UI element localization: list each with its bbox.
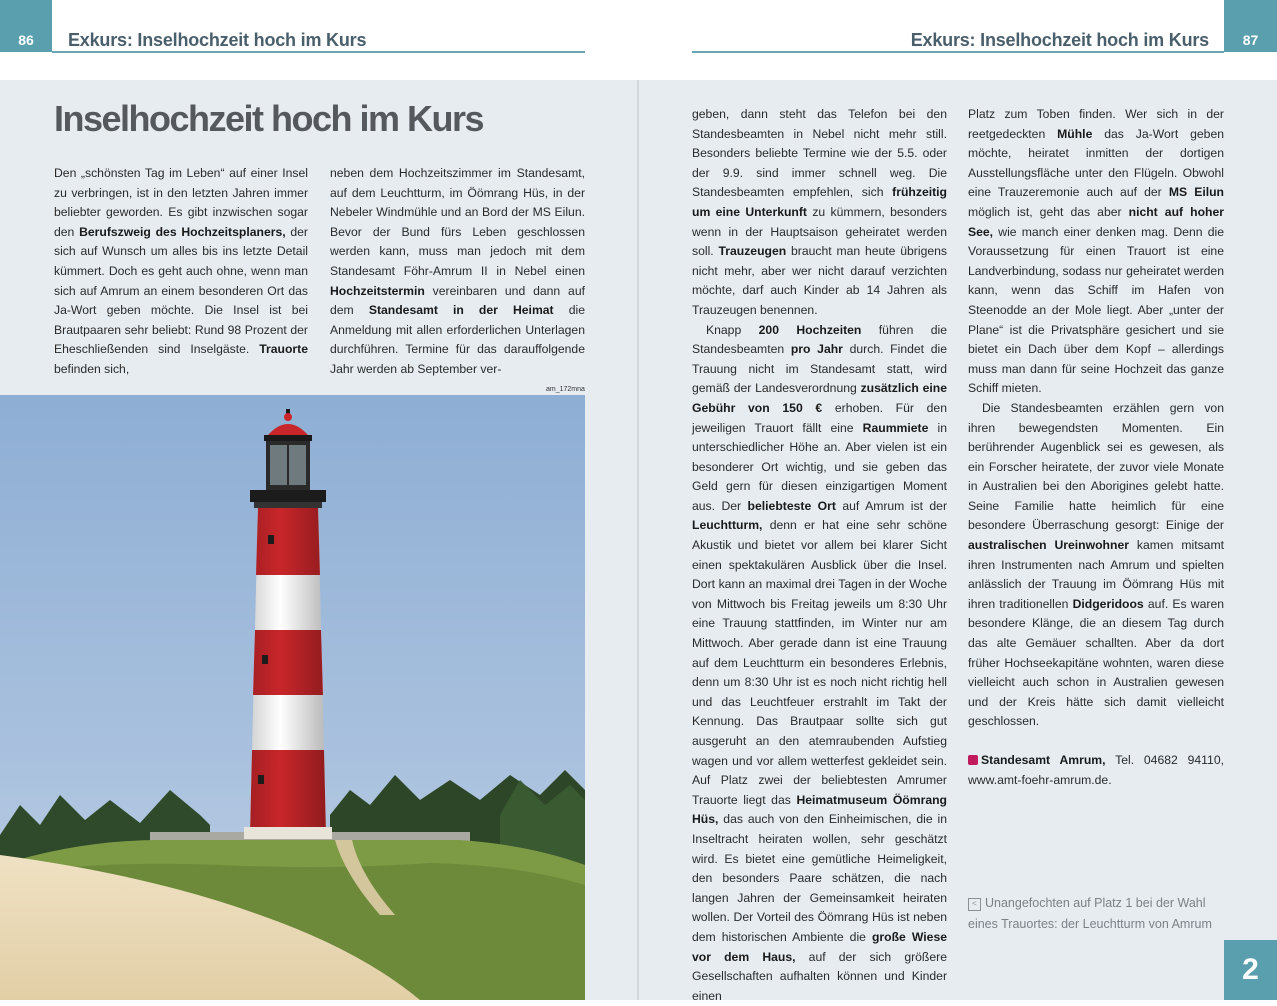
page-number-right: 87 <box>1242 32 1259 48</box>
text-column-2: neben dem Hochzeitszimmer im Standesamt, auf dem Leuchtturm, im Öömrang Hüs, in der Nebeler Windmühle und an Bord der MS Eilun. Bevor der Bund fürs Leben geschlossen werden kann, muss man jedoch mit dem Standesamt Föhr-Amrum II in Nebel einen Hochzeitstermin vereinbaren und dann auf dem Standesamt in der Heimat die Anmeldung mit allen erforderlichen Unterlagen durchführen. Termine für das darauffolgende Jahr werden ab September ver- <box>330 166 585 376</box>
text-column-1: Den „schönsten Tag im Leben“ auf einer Insel zu verbringen, ist in den letzten Jahren immer beliebter geworden. Es gibt inzwischen sogar den Berufszweig des Hochzeitsplaners, der sich auf Wunsch um alles bis ins letzte Detail kümmert. Doch es geht auch ohne, wenn man sich auf Amrum an einem besonderen Ort das Ja-Wort geben möchte. Die Insel ist bei Brautpaaren sehr beliebt: Rund 98 Prozent der Eheschließenden sind Inselgäste. Trauorte befinden sich, <box>54 166 308 376</box>
photo-credit: am_172mna <box>546 386 585 393</box>
arrow-left-icon: < <box>968 898 981 911</box>
info-contact: Tel. 04682 94110, www.amt-foehr-amrum.de. <box>968 753 1224 787</box>
photo-caption <box>968 893 1212 935</box>
info-block <box>968 751 1224 790</box>
info-marker-icon <box>968 755 978 765</box>
text-column-3: geben, dann steht das Telefon bei den Standesbeamten in Nebel nicht mehr still. Besonders beliebte Termine wie der 5.5. oder der 9.9. sind immer schnell weg. Die Standesbeamten empfehlen, sich frühzeitig um eine Unterkunft zu kümmern, besonders wenn in der Hauptsaison geheiratet werden soll. Trauzeugen braucht man heute übrigens nicht mehr, aber wer nicht darauf verzichten möchte, darf auch Kinder ab 14 Jahren als Trauzeugen benennen. Knapp 200 Hochzeiten führen die Standesbeamten pro Jahr durch. Findet die Trauung nicht im Standesamt statt, wird gemäß der Landesverordnung zusätzlich eine Gebühr von 150 € erhoben. Für den jeweiligen Trauort fällt eine Raummiete in unterschiedlicher Höhe an. Aber vielen ist ein besonderer Ort wichtig, und sie geben das Geld gern für diesen einzigartigen Moment aus. Der beliebteste Ort auf Amrum ist der Leuchtturm, denn er hat eine sehr schöne Akustik und bietet vor allem bei klarer Sicht einen spektakulären Ausblick über die Insel. Dort kann an maximal drei Tagen in der Woche von Mittwoch bis Freitag jeweils um 8:30 Uhr eine Trauung stattfinden, im Winter nur am Mittwoch. Aber gerade dann ist eine Trauung auf dem Leuchtturm ein besonderes Erlebnis, denn um 8:30 Uhr ist es noch nicht richtig hell und das Leuchtfeuer erstrahlt im Takt der Kennung. Das Brautpaar sollte sich gut ausgeruht an den atemraubenden Aufstieg wagen und vor allem wetterfest gekleidet sein. Auf Platz zwei der beliebtesten Amrumer Trauorte liegt das Heimatmuseum Öömrang Hüs, das auch von den Einheimischen, die in Inseltracht heiraten wollen, sehr geschätzt wird. Es bietet eine gemütliche Heimeligkeit, den besonders Paare schätzen, die nach langen Jahren der Gemeinsamkeit heiraten wollen. Der Vorteil des Öömrang Hüs ist neben dem historischen Ambiente die große Wiese vor dem Haus, auf der sich größere Gesellschaften aufhalten können und Kinder einen <box>692 107 948 1003</box>
info-office-name: Standesamt Amrum, <box>981 753 1106 767</box>
header-rule-right <box>692 51 1224 53</box>
page-number-left: 86 <box>0 0 52 52</box>
caption-line-1: Unangefochten auf Platz 1 bei der Wahl <box>985 896 1206 910</box>
caption-line-2: eines Trauortes: der Leuchtturm von Amrum <box>968 917 1212 931</box>
running-title-right: Exkurs: Inselhochzeit hoch im Kurs <box>910 30 1209 50</box>
header-rule-left <box>52 51 585 53</box>
left-page <box>0 0 638 1000</box>
running-title-left: Exkurs: Inselhochzeit hoch im Kurs <box>68 30 367 50</box>
chapter-number-tab: 2 <box>1224 940 1277 1000</box>
article-title: Inselhochzeit hoch im Kurs <box>54 98 484 139</box>
text-column-4: Platz zum Toben finden. Wer sich in der reetgedeckten Mühle das Ja-Wort geben möchte, heiratet inmitten der dortigen Ausstellungsfläche unter den Flügeln. Obwohl eine Trauzeremonie auch auf der MS Eilun möglich ist, geht das aber nicht auf hoher See, wie manch einer denken mag. Denn die Voraussetzung für einen Trauort ist eine Landverbindung, sodass nur geheiratet werden kann, wenn das Schiff im Hafen von Steenodde an der Mole liegt. Aber „unter der Plane“ ist die Privatsphäre gesichert und sie bietet ein Dach über dem Kopf – allerdings muss man dann für seine Hochzeit das ganze Schiff mieten. Die Standesbeamten erzählen gern von ihren bewegendsten Momenten. Ein berührender Augenblick sei es gewesen, als ein Forscher heiratete, der zuvor viele Monate in Australien bei den Aborigines gelebt hatte. Seine Familie hatte heimlich für eine besondere Überraschung gesorgt: Einige der australischen Ureinwohner kamen mitsamt ihren Instrumenten nach Amrum und spielten anlässlich der Trauung im Öömrang Hüs mit ihren traditionellen Didgeridoos auf. Es waren besondere Klänge, die an diesem Tag durch das alte Gemäuer schallten. Aber da dort früher Hochseekapitäne wohnten, waren diese vielleicht auch schon in Australien gewesen und der Kreis hätte sich damit vielleicht geschlossen. Standesamt Amrum, Tel. 04682 94110, www.amt-foehr-amrum.de. <box>968 105 1224 790</box>
lighthouse-illustration <box>0 395 585 1000</box>
lighthouse-photo <box>0 395 585 1000</box>
